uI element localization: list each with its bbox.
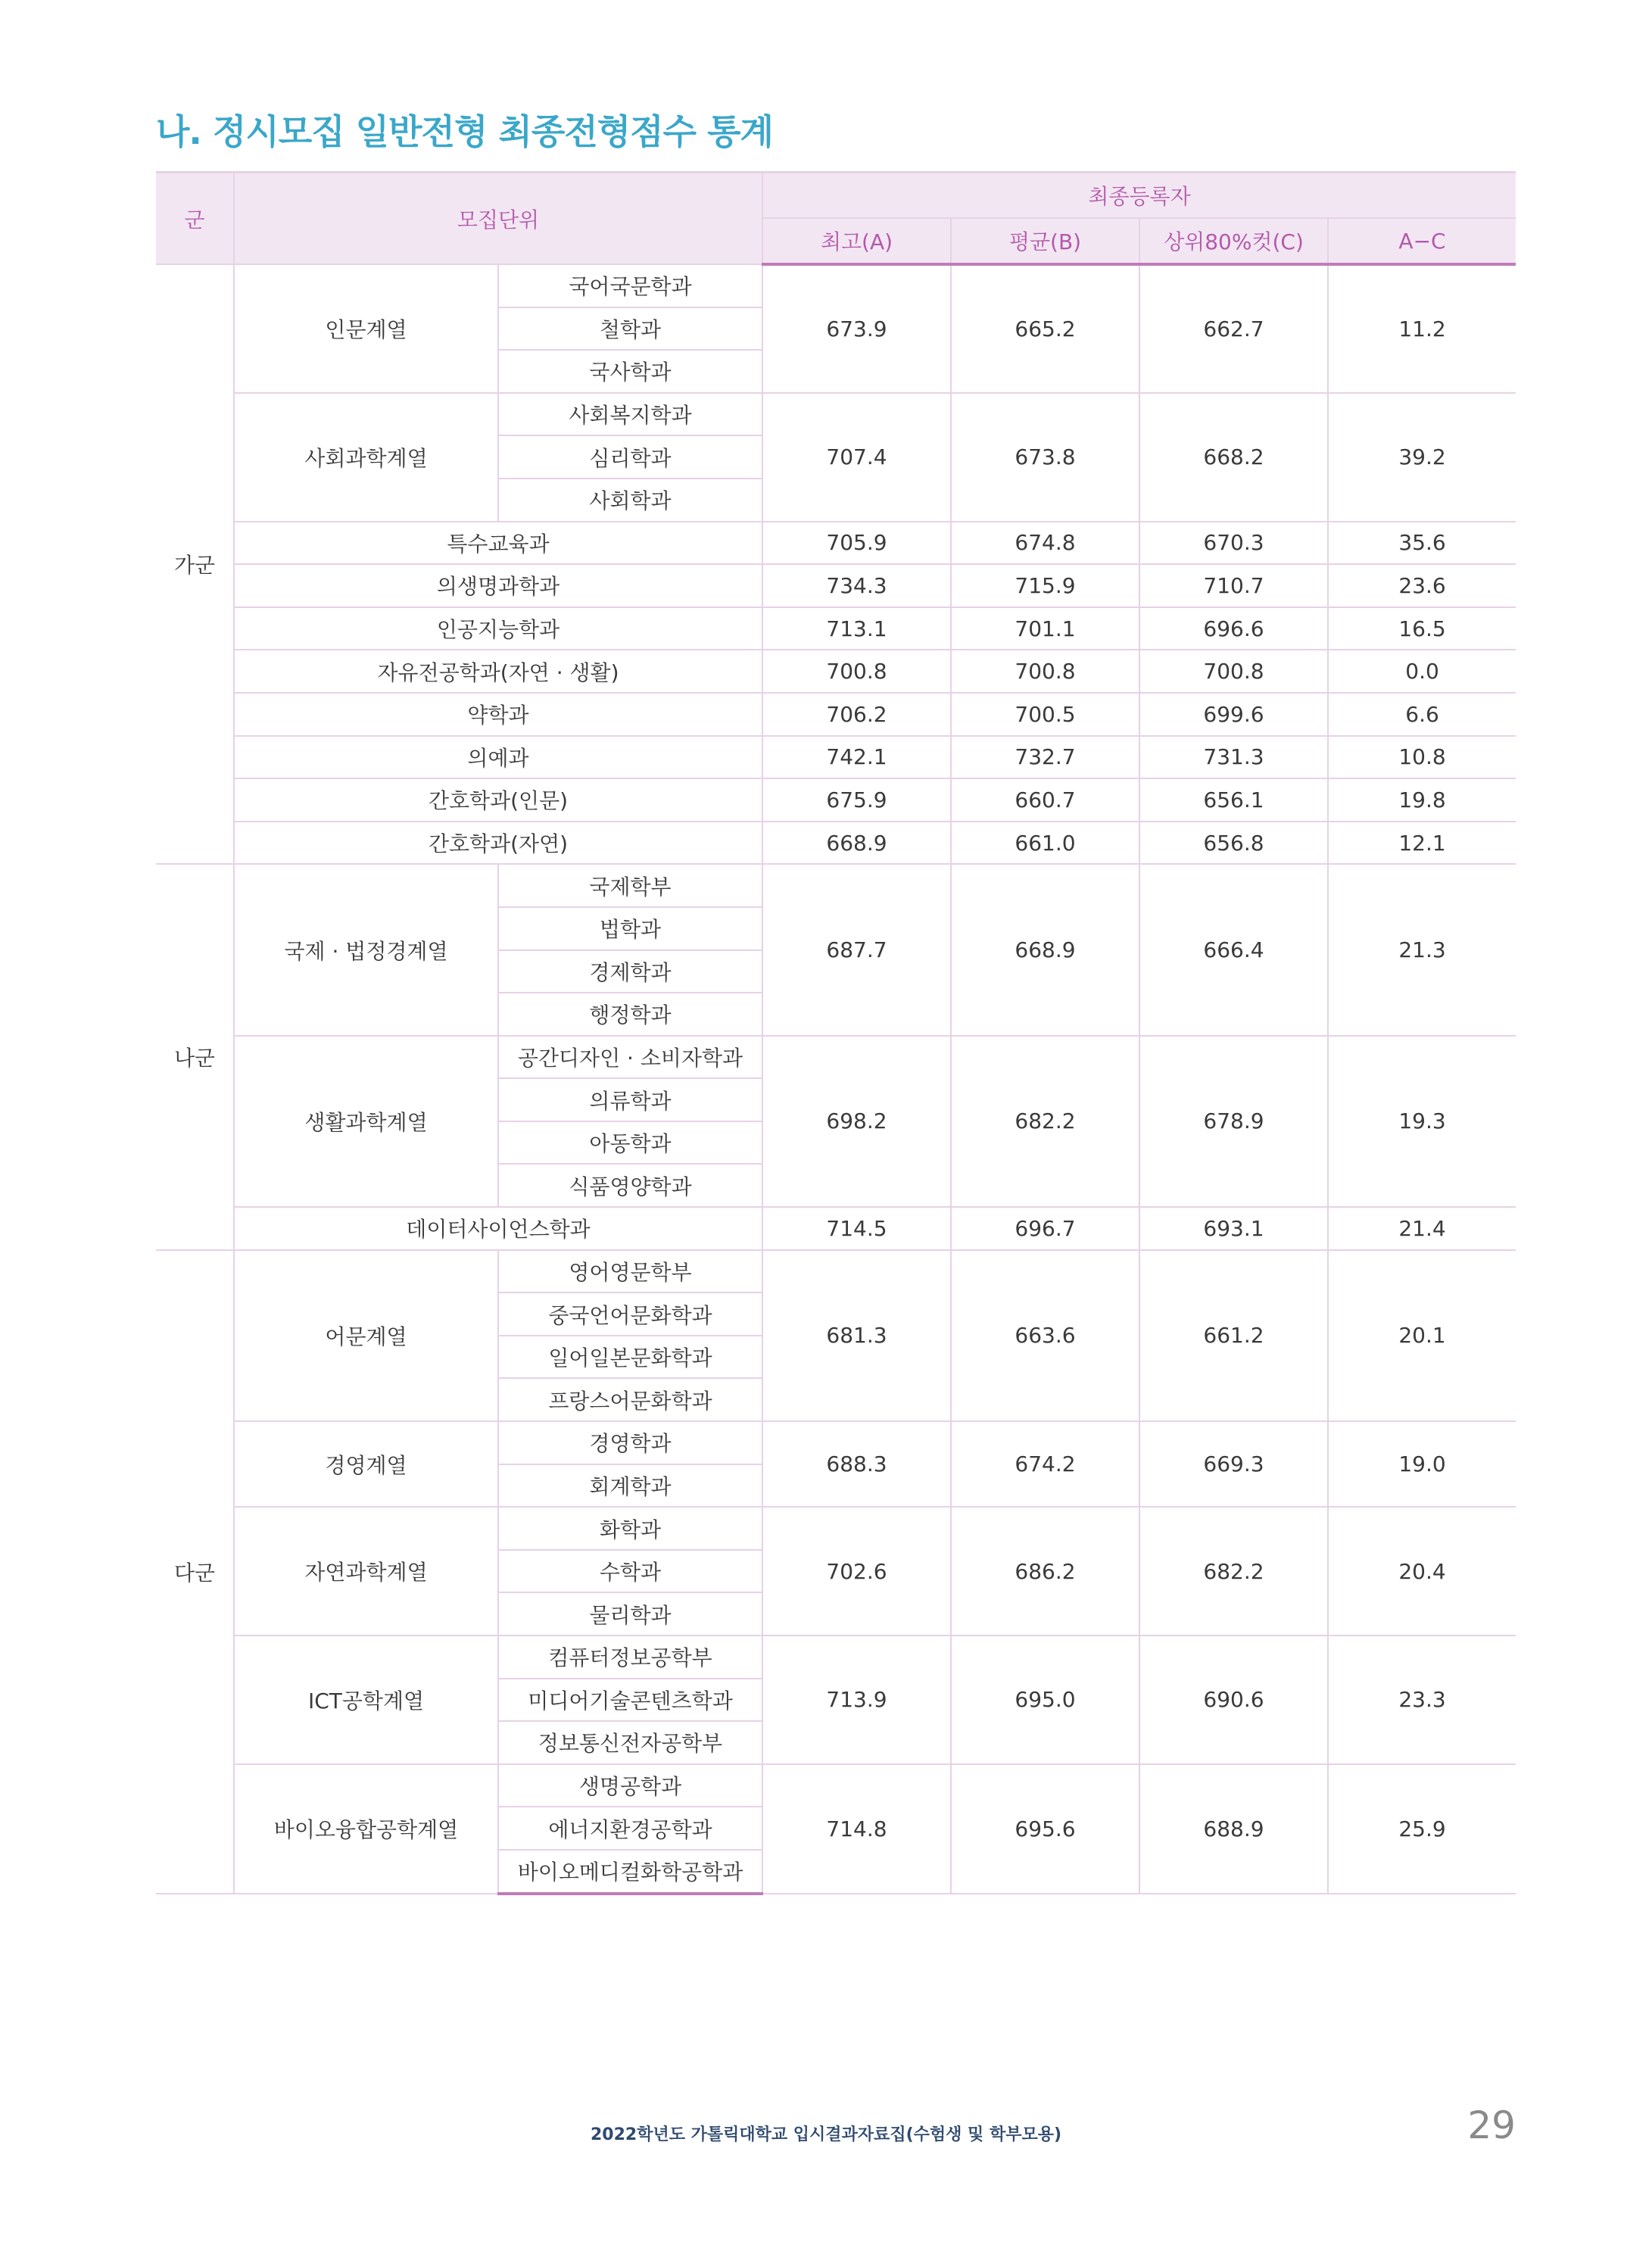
table-row [156,564,1516,607]
max-value: 742.1 [762,736,951,779]
dept-cell: 일어일본문화학과 [498,1336,762,1379]
avg-value: 715.9 [951,564,1139,607]
diff-value: 16.5 [1328,607,1516,650]
avg-value: 686.2 [951,1507,1139,1636]
top80-value: 699.6 [1139,693,1328,736]
top80-value: 669.3 [1139,1421,1328,1507]
max-value: 681.3 [762,1250,951,1421]
avg-value: 674.8 [951,522,1139,565]
dept-cell: 화학과 [498,1507,762,1550]
dept-cell: 의예과 [234,736,762,779]
series-cell: 사회과학계열 [234,393,498,522]
diff-value: 19.3 [1328,1036,1516,1207]
avg-value: 663.6 [951,1250,1139,1421]
top80-value: 710.7 [1139,564,1328,607]
dept-cell: 중국언어문화학과 [498,1293,762,1336]
table-row [156,1421,1516,1464]
top80-value: 700.8 [1139,650,1328,693]
top80-value: 656.1 [1139,778,1328,822]
header-max: 최고(A) [762,218,951,264]
top80-value: 696.6 [1139,607,1328,650]
table-row [156,693,1516,736]
max-value: 702.6 [762,1507,951,1636]
series-cell: 생활과학계열 [234,1036,498,1207]
dept-cell: 컴퓨터정보공학부 [498,1636,762,1679]
avg-value: 673.8 [951,393,1139,522]
gun-cell: 가군 [156,264,234,864]
table-row [156,393,1516,436]
avg-value: 701.1 [951,607,1139,650]
top80-value: 682.2 [1139,1507,1328,1636]
top80-value: 661.2 [1139,1250,1328,1421]
max-value: 700.8 [762,650,951,693]
top80-value: 678.9 [1139,1036,1328,1207]
header-diff: A−C [1328,218,1516,264]
dept-cell: 경제학과 [498,950,762,993]
table-row [156,522,1516,565]
dept-cell: 약학과 [234,693,762,736]
dept-cell: 사회복지학과 [498,393,762,436]
gun-cell: 다군 [156,1250,234,1894]
avg-value: 696.7 [951,1207,1139,1250]
max-value: 687.7 [762,864,951,1035]
max-value: 673.9 [762,264,951,393]
footer-text: 2022학년도 가톨릭대학교 입시결과자료집(수험생 및 학부모용) [590,2125,1062,2144]
table-row [156,264,1516,307]
dept-cell: 식품영양학과 [498,1164,762,1207]
diff-value: 39.2 [1328,393,1516,522]
max-value: 734.3 [762,564,951,607]
diff-value: 19.0 [1328,1421,1516,1507]
avg-value: 695.6 [951,1764,1139,1894]
series-cell: 자연과학계열 [234,1507,498,1636]
dept-cell: 정보통신전자공학부 [498,1721,762,1764]
diff-value: 20.4 [1328,1507,1516,1636]
diff-value: 19.8 [1328,778,1516,822]
dept-cell: 물리학과 [498,1592,762,1636]
top80-value: 688.9 [1139,1764,1328,1894]
max-value: 714.8 [762,1764,951,1894]
dept-cell: 경영학과 [498,1421,762,1464]
max-value: 668.9 [762,822,951,865]
series-cell: 인문계열 [234,264,498,393]
dept-cell: 의류학과 [498,1078,762,1121]
dept-cell: 생명공학과 [498,1764,762,1807]
dept-cell: 아동학과 [498,1121,762,1165]
series-cell: 바이오융합공학계열 [234,1764,498,1894]
table-row [156,1207,1516,1250]
max-value: 713.9 [762,1636,951,1764]
dept-cell: 회계학과 [498,1464,762,1508]
diff-value: 0.0 [1328,650,1516,693]
avg-value: 682.2 [951,1036,1139,1207]
diff-value: 25.9 [1328,1764,1516,1894]
dept-cell: 프랑스어문화학과 [498,1378,762,1421]
dept-cell: 인공지능학과 [234,607,762,650]
avg-value: 665.2 [951,264,1139,393]
max-value: 705.9 [762,522,951,565]
table-row [156,736,1516,779]
avg-value: 661.0 [951,822,1139,865]
header-gun: 군 [156,173,234,265]
diff-value: 23.6 [1328,564,1516,607]
header-row [156,173,1516,219]
top80-value: 731.3 [1139,736,1328,779]
dept-cell: 미디어기술콘텐츠학과 [498,1679,762,1722]
dept-cell: 간호학과(인문) [234,778,762,822]
avg-value: 674.2 [951,1421,1139,1507]
table-row [156,1036,1516,1079]
max-value: 698.2 [762,1036,951,1207]
table-row [156,822,1516,865]
top80-value: 656.8 [1139,822,1328,865]
diff-value: 35.6 [1328,522,1516,565]
table-row [156,1764,1516,1807]
diff-value: 12.1 [1328,822,1516,865]
gun-cell: 나군 [156,864,234,1249]
section-title: 나. 정시모집 일반전형 최종전형점수 통계 [156,111,773,152]
series-cell: 어문계열 [234,1250,498,1421]
dept-cell: 사회학과 [498,479,762,522]
max-value: 707.4 [762,393,951,522]
dept-cell: 행정학과 [498,993,762,1036]
diff-value: 11.2 [1328,264,1516,393]
diff-value: 20.1 [1328,1250,1516,1421]
score-statistics-table [156,171,1516,1895]
dept-cell: 데이터사이언스학과 [234,1207,762,1250]
diff-value: 21.3 [1328,864,1516,1035]
dept-cell: 간호학과(자연) [234,822,762,865]
header-avg: 평균(B) [951,218,1139,264]
top80-value: 668.2 [1139,393,1328,522]
diff-value: 6.6 [1328,693,1516,736]
dept-cell: 공간디자인 · 소비자학과 [498,1036,762,1079]
series-cell: 경영계열 [234,1421,498,1507]
page-number: 29 [1467,2103,1516,2147]
dept-cell: 에너지환경공학과 [498,1807,762,1850]
dept-cell: 바이오메디컬화학공학과 [498,1850,762,1894]
table-row [156,1507,1516,1550]
dept-cell: 국사학과 [498,350,762,393]
dept-cell: 자유전공학과(자연 · 생활) [234,650,762,693]
avg-value: 668.9 [951,864,1139,1035]
table-row [156,1250,1516,1293]
avg-value: 695.0 [951,1636,1139,1764]
table-body [156,264,1516,1894]
avg-value: 660.7 [951,778,1139,822]
top80-value: 666.4 [1139,864,1328,1035]
dept-cell: 철학과 [498,307,762,351]
table-row [156,650,1516,693]
max-value: 714.5 [762,1207,951,1250]
table-row [156,607,1516,650]
header-final: 최종등록자 [762,173,1516,219]
top80-value: 670.3 [1139,522,1328,565]
top80-value: 693.1 [1139,1207,1328,1250]
avg-value: 732.7 [951,736,1139,779]
dept-cell: 법학과 [498,907,762,950]
max-value: 713.1 [762,607,951,650]
header-top80: 상위80%컷(C) [1139,218,1328,264]
dept-cell: 의생명과학과 [234,564,762,607]
top80-value: 690.6 [1139,1636,1328,1764]
diff-value: 10.8 [1328,736,1516,779]
dept-cell: 국어국문학과 [498,264,762,307]
table-row [156,778,1516,822]
series-cell: 국제 · 법정경계열 [234,864,498,1035]
diff-value: 23.3 [1328,1636,1516,1764]
dept-cell: 심리학과 [498,435,762,479]
header-unit: 모집단위 [234,173,762,265]
dept-cell: 수학과 [498,1550,762,1593]
table-row [156,1636,1516,1679]
dept-cell: 영어영문학부 [498,1250,762,1293]
max-value: 706.2 [762,693,951,736]
dept-cell: 국제학부 [498,864,762,907]
avg-value: 700.8 [951,650,1139,693]
series-cell: ICT공학계열 [234,1636,498,1764]
avg-value: 700.5 [951,693,1139,736]
max-value: 688.3 [762,1421,951,1507]
top80-value: 662.7 [1139,264,1328,393]
diff-value: 21.4 [1328,1207,1516,1250]
max-value: 675.9 [762,778,951,822]
table-row [156,864,1516,907]
dept-cell: 특수교육과 [234,522,762,565]
